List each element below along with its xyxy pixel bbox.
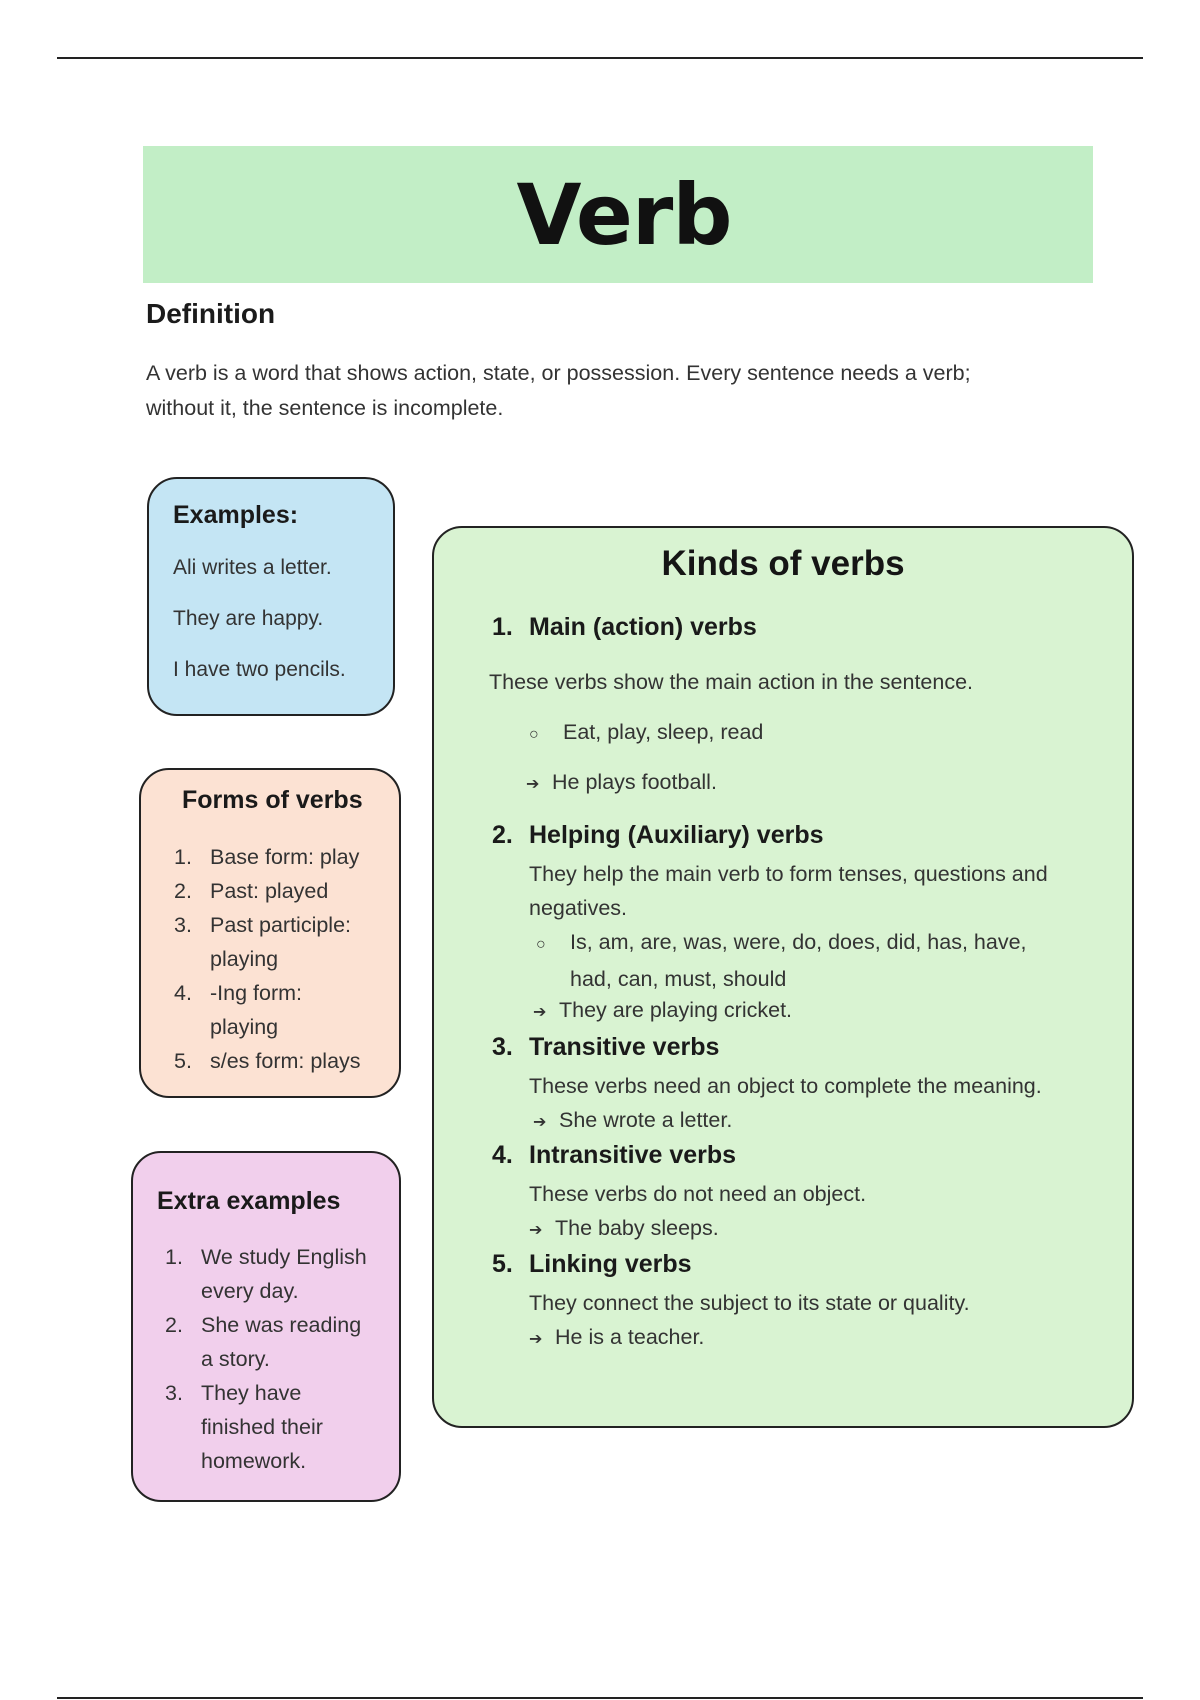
list-number: 1. (174, 845, 192, 869)
extra-examples-heading: Extra examples (157, 1187, 341, 1215)
example-item: Ali writes a letter. (173, 556, 332, 579)
list-text: s/es form: plays (210, 1049, 361, 1073)
list-number: 2. (165, 1313, 183, 1337)
list-number: 5. (174, 1049, 192, 1073)
forms-box (139, 768, 401, 1098)
list-text: Past participle: playing (210, 913, 352, 971)
kind-bullet-helping: ○ Is, am, are, was, were, do, does, did, has, have, had, can, must, should (536, 930, 1027, 991)
forms-list (174, 840, 399, 1078)
list-number: 3. (174, 913, 192, 937)
example-item: They are happy. (173, 607, 324, 630)
kind-bullet-main: ○ Eat, play, sleep, read (529, 715, 763, 752)
kind-desc-helping: They help the main verb to form tenses, questions and negatives. (529, 862, 1048, 920)
list-text: She was reading a story. (201, 1313, 362, 1371)
kinds-of-verbs-box (432, 526, 1134, 1428)
kind-example-main: ➔ He plays football. (526, 765, 717, 802)
list-item (174, 840, 399, 874)
list-item (174, 976, 399, 1044)
list-number: 3. (165, 1381, 183, 1405)
kind-example-linking: ➔ He is a teacher. (529, 1320, 704, 1357)
kind-heading-helping: 2. Helping (Auxiliary) verbs (492, 821, 824, 849)
extra-examples-list (165, 1240, 399, 1478)
list-item (165, 1376, 399, 1478)
list-number: 1. (165, 1245, 183, 1269)
arrow-right-icon: ➔ (533, 1004, 547, 1021)
arrow-right-icon: ➔ (526, 776, 540, 793)
arrow-right-icon: ➔ (529, 1331, 543, 1348)
list-text: We study English every day. (201, 1245, 367, 1303)
definition-line-1: A verb is a word that shows action, state, or possession. Every sentence needs a verb; (146, 361, 971, 385)
kind-desc-intransitive: These verbs do not need an object. (529, 1182, 867, 1206)
extra-examples-box (131, 1151, 401, 1502)
list-item (165, 1240, 399, 1308)
kind-desc-transitive: These verbs need an object to complete the meaning. (529, 1074, 1042, 1098)
list-text: Base form: play (210, 845, 360, 869)
kind-example-helping: ➔ They are playing cricket. (533, 993, 792, 1030)
arrow-right-icon: ➔ (529, 1222, 543, 1239)
list-number: 2. (174, 879, 192, 903)
arrow-right-icon: ➔ (533, 1114, 547, 1131)
definition-heading: Definition (146, 298, 276, 329)
forms-heading: Forms of verbs (182, 786, 363, 814)
page-title: Verb (516, 165, 732, 264)
definition-line-2: without it, the sentence is incomplete. (146, 396, 504, 420)
list-item (174, 908, 399, 976)
bottom-divider (57, 1697, 1143, 1699)
kind-heading-intransitive: 4. Intransitive verbs (492, 1141, 737, 1169)
kind-example-transitive: ➔ She wrote a letter. (533, 1103, 732, 1140)
kind-example-intransitive: ➔ The baby sleeps. (529, 1211, 719, 1248)
kind-desc-linking: They connect the subject to its state or quality. (529, 1291, 970, 1315)
title-banner (143, 146, 1093, 283)
list-item (174, 874, 399, 908)
circle-bullet-icon: ○ (536, 936, 546, 953)
list-text: They have finished their homework. (201, 1381, 323, 1473)
list-text: -Ing form: playing (210, 981, 302, 1039)
kind-heading-linking: 5. Linking verbs (492, 1250, 692, 1278)
examples-box (147, 477, 395, 716)
kind-heading-main: 1. Main (action) verbs (492, 613, 757, 641)
kind-heading-transitive: 3. Transitive verbs (492, 1033, 720, 1061)
list-item (174, 1044, 399, 1078)
circle-bullet-icon: ○ (529, 726, 539, 743)
kind-desc-main: These verbs show the main action in the sentence. (489, 670, 974, 694)
kinds-heading: Kinds of verbs (661, 544, 905, 583)
list-number: 4. (174, 981, 192, 1005)
example-item: I have two pencils. (173, 658, 346, 681)
top-divider (57, 57, 1143, 59)
list-item (165, 1308, 399, 1376)
list-text: Past: played (210, 879, 329, 903)
examples-heading: Examples: (173, 501, 299, 529)
definition-text (146, 356, 1086, 426)
